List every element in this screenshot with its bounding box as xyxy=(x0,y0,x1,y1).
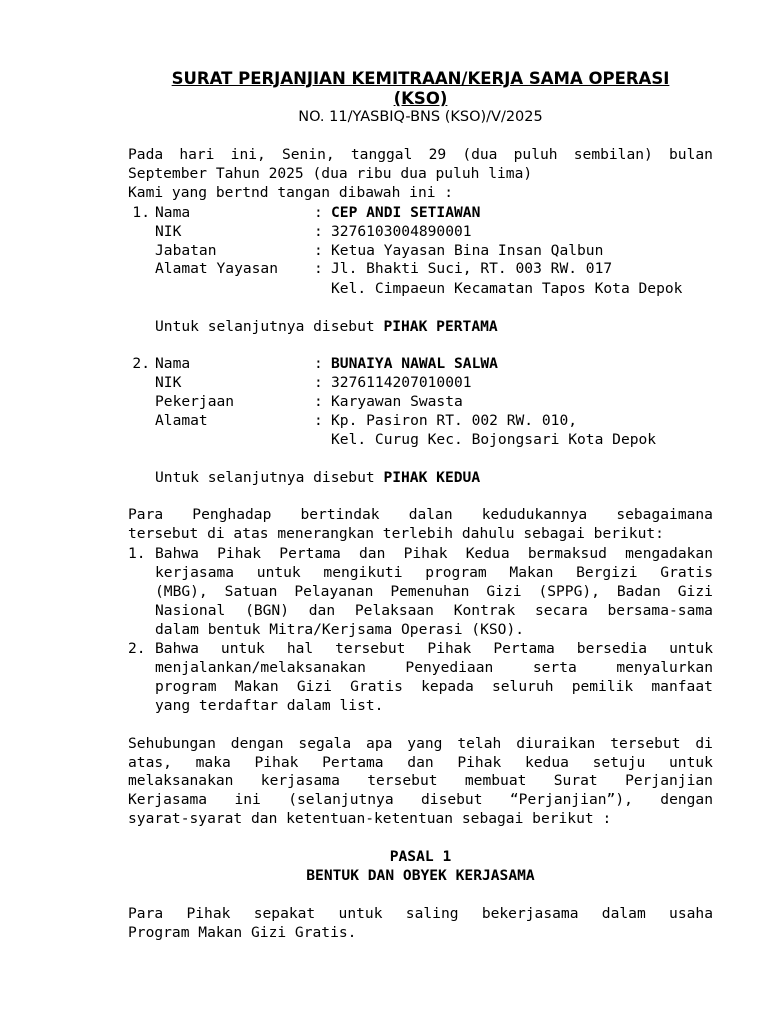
word: usaha xyxy=(669,905,713,922)
word: ini, xyxy=(230,146,266,163)
word: Para xyxy=(128,506,164,523)
word: membuat xyxy=(464,772,527,789)
recital-item-2-last-line: yang terdaftar dalam list. xyxy=(155,697,384,714)
word: (BGN) xyxy=(245,602,289,619)
word: dengan xyxy=(230,735,284,752)
word: Bahwa xyxy=(155,545,199,562)
word: Kontrak xyxy=(453,602,516,619)
recital-item-2-number: 2. xyxy=(128,640,146,657)
party-1-nik-value: 3276103004890001 xyxy=(331,223,472,240)
word: Sehubungan xyxy=(128,735,216,752)
word: mengadakan xyxy=(625,545,713,562)
recital-item-1-number: 1. xyxy=(128,545,146,562)
recital-item-1-last-line: dalam bentuk Mitra/Kerjsama Operasi (KSO). xyxy=(155,621,525,638)
consideration-last-line: syarat-syarat dan ketentuan-ketentuan sebagai berikut : xyxy=(128,810,612,827)
word: hal xyxy=(286,640,314,657)
party-2-nik-label: NIK xyxy=(155,374,182,391)
pasal-1-line-1 xyxy=(128,904,713,923)
word: untuk xyxy=(338,905,383,922)
party-2-address-label: Alamat xyxy=(155,412,208,429)
party-1-address-label: Alamat Yayasan xyxy=(155,260,279,277)
word: sembilan) xyxy=(573,146,653,163)
word: ini xyxy=(234,791,261,808)
party-1-name-label: Nama xyxy=(155,204,191,221)
word: kerjasama xyxy=(260,772,340,789)
word: kedua xyxy=(524,754,569,771)
colon: : xyxy=(314,223,323,240)
word: puluh xyxy=(513,146,558,163)
word: (MBG), xyxy=(155,583,208,600)
word: Makan xyxy=(509,564,554,581)
party-1-role: PIHAK PERTAMA xyxy=(383,318,498,335)
party-1-address-value-1: Jl. Bhakti Suci, RT. 003 RW. 017 xyxy=(331,260,613,277)
word: dengan xyxy=(660,791,713,808)
word: tanggal xyxy=(350,146,413,163)
word: untuk xyxy=(220,640,265,657)
word: untuk xyxy=(256,564,301,581)
recital-item-1-line xyxy=(155,544,713,563)
word: Nasional xyxy=(155,602,226,619)
party-1-nik-label: NIK xyxy=(155,223,182,240)
word: Senin, xyxy=(281,146,335,163)
word: Kerjasama xyxy=(128,791,208,808)
word: setuju xyxy=(592,754,646,771)
consideration-line xyxy=(128,790,713,809)
word: dalam xyxy=(601,905,646,922)
party-2-address-value-2: Kel. Curug Kec. Bojongsari Kota Depok xyxy=(331,431,657,448)
word: melaksanakan xyxy=(128,772,234,789)
word: diuraikan xyxy=(516,735,596,752)
word: Pertama xyxy=(279,545,341,562)
word: bertindak xyxy=(300,506,380,523)
word: Pihak xyxy=(427,640,472,657)
word: bulan xyxy=(669,146,713,163)
party-2-job-value: Karyawan Swasta xyxy=(331,393,463,410)
word: bekerjasama xyxy=(481,905,579,922)
word: Pihak xyxy=(457,754,502,771)
word: dan xyxy=(359,545,386,562)
word: hari xyxy=(179,146,215,163)
colon: : xyxy=(314,374,323,391)
word: Gratis xyxy=(660,564,713,581)
recital-intro-line-1 xyxy=(128,505,713,524)
word: maka xyxy=(195,754,231,771)
word: kedudukannya xyxy=(481,506,588,523)
word: Pihak xyxy=(217,545,262,562)
word: Gizi xyxy=(486,583,522,600)
document-title-line-1: SURAT PERJANJIAN KEMITRAAN/KERJA SAMA OPERASI xyxy=(171,69,670,88)
colon: : xyxy=(314,242,323,259)
word: Satuan xyxy=(224,583,278,600)
word: untuk xyxy=(669,640,713,657)
word: segala xyxy=(298,735,352,752)
word: Pertama xyxy=(322,754,384,771)
word: Gizi xyxy=(296,678,332,695)
word: Penghadap xyxy=(192,506,272,523)
party-1-position-value: Ketua Yayasan Bina Insan Qalbun xyxy=(331,242,604,259)
colon: : xyxy=(314,412,323,429)
word: Perjanjian xyxy=(625,772,713,789)
word: Para xyxy=(128,905,164,922)
recital-item-2-line xyxy=(155,658,713,677)
word: dan xyxy=(407,754,434,771)
party-1-position-label: Jabatan xyxy=(155,242,217,259)
recital-item-2-line xyxy=(155,677,713,696)
recital-item-1-line xyxy=(155,601,713,620)
word: 29 xyxy=(428,146,447,163)
party-2-number: 2. xyxy=(132,355,150,372)
colon: : xyxy=(314,204,323,221)
word: kerjasama xyxy=(155,564,235,581)
word: secara xyxy=(535,602,588,619)
word: Gizi xyxy=(677,583,713,600)
word: Gratis xyxy=(350,678,403,695)
word: Bergizi xyxy=(576,564,638,581)
word: seluruh xyxy=(491,678,554,695)
word: Makan xyxy=(234,678,279,695)
word: tersebut xyxy=(335,640,406,657)
consideration-line xyxy=(128,771,713,790)
opening-line-3: Kami yang bertnd tangan dibawah ini : xyxy=(128,184,454,201)
word: sepakat xyxy=(253,905,316,922)
colon: : xyxy=(314,393,323,410)
word: Pelaksaan xyxy=(354,602,434,619)
party-2-reference-prefix: Untuk selanjutnya disebut xyxy=(155,469,384,486)
word: Bahwa xyxy=(155,640,199,657)
word: bermaksud xyxy=(527,545,607,562)
party-1-address-value-2: Kel. Cimpaeun Kecamatan Tapos Kota Depok xyxy=(331,280,683,297)
word: di xyxy=(695,735,713,752)
party-2-address-value-1: Kp. Pasiron RT. 002 RW. 010, xyxy=(331,412,578,429)
word: Penyediaan xyxy=(405,659,494,676)
party-2-reference xyxy=(155,468,480,487)
word: Pihak xyxy=(403,545,448,562)
recital-item-1-line xyxy=(155,582,713,601)
party-2-job-label: Pekerjaan xyxy=(155,393,235,410)
party-2-name-value: BUNAIYA NAWAL SALWA xyxy=(331,355,498,372)
word: program xyxy=(155,678,217,695)
word: tersebut xyxy=(367,772,438,789)
word: telah xyxy=(457,735,502,752)
word: bersedia xyxy=(576,640,648,657)
word: menyalurkan xyxy=(616,659,713,676)
party-2-nik-value: 3276114207010001 xyxy=(331,374,472,391)
word: saling xyxy=(405,905,459,922)
word: manfaat xyxy=(651,678,713,695)
word: mengikuti xyxy=(323,564,403,581)
word: pemilik xyxy=(571,678,634,695)
word: dalan xyxy=(408,506,453,523)
word: Pihak xyxy=(254,754,299,771)
word: sebagaimana xyxy=(616,506,713,523)
word: atas, xyxy=(128,754,172,771)
word: program xyxy=(425,564,487,581)
word: Kedua xyxy=(465,545,510,562)
pasal-1-heading: PASAL 1 xyxy=(389,848,452,865)
word: serta xyxy=(532,659,577,676)
party-1-reference-prefix: Untuk selanjutnya disebut xyxy=(155,318,384,335)
opening-line-1 xyxy=(128,145,713,164)
word: Pelayanan xyxy=(294,583,374,600)
word: dan xyxy=(308,602,336,619)
party-2-role: PIHAK KEDUA xyxy=(383,469,481,486)
word: (SPPG), xyxy=(538,583,600,600)
word: Pertama xyxy=(493,640,555,657)
opening-line-2: September Tahun 2025 (dua ribu dua puluh lima) xyxy=(128,165,533,182)
party-1-reference xyxy=(155,317,498,336)
pasal-1-subheading: BENTUK DAN OBYEK KERJASAMA xyxy=(306,867,535,884)
document-number: NO. 11/YASBIQ-BNS (KSO)/V/2025 xyxy=(298,109,543,125)
colon: : xyxy=(314,355,323,372)
consideration-line xyxy=(128,753,713,772)
consideration-line xyxy=(128,734,713,753)
word: yang xyxy=(407,735,443,752)
document-title-line-2: (KSO) xyxy=(393,89,448,108)
party-1-name-value: CEP ANDI SETIAWAN xyxy=(331,204,481,221)
word: (dua xyxy=(462,146,498,163)
word: bersama-sama xyxy=(607,602,713,619)
word: kepada xyxy=(421,678,474,695)
recital-item-2-line xyxy=(155,639,713,658)
colon: : xyxy=(314,260,323,277)
word: Pemenuhan xyxy=(390,583,470,600)
word: disebut xyxy=(421,791,483,808)
word: untuk xyxy=(669,754,713,771)
word: “Perjanjian”), xyxy=(509,791,633,808)
pasal-1-line-2: Program Makan Gizi Gratis. xyxy=(128,924,357,941)
word: Pada xyxy=(128,146,164,163)
word: tersebut xyxy=(610,735,681,752)
word: Surat xyxy=(553,772,598,789)
word: Pihak xyxy=(186,905,231,922)
recital-item-1-line xyxy=(155,563,713,582)
party-1-number: 1. xyxy=(132,204,150,221)
party-2-name-label: Nama xyxy=(155,355,191,372)
word: apa xyxy=(366,735,393,752)
word: (selanjutnya xyxy=(288,791,394,808)
word: menjalankan/melaksanakan xyxy=(155,659,366,676)
word: Badan xyxy=(616,583,661,600)
recital-intro-line-2: tersebut di atas menerangkan terlebih dahulu sebagai berikut: xyxy=(128,525,664,542)
